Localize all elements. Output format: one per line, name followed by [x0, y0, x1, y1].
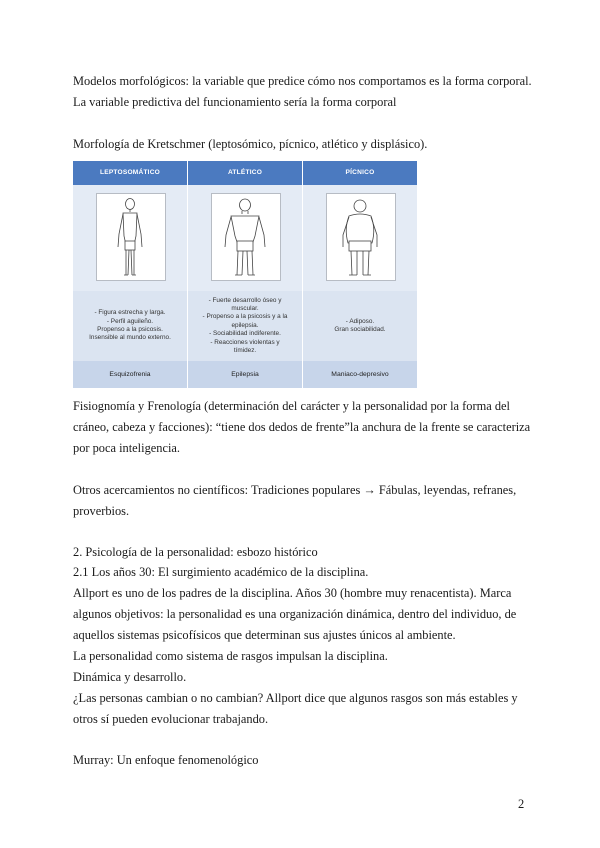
paragraph-trait-system: La personalidad como sistema de rasgos impulsan la disciplina.: [73, 649, 388, 663]
paragraph-non-scientific-line-1: Otros acercamientos no científicos: Tradiciones populares → Fábulas, leyendas, refranes,: [73, 483, 517, 497]
paragraph-non-scientific-line-2: proverbios.: [73, 504, 130, 518]
kretschmer-figure: [73, 161, 417, 388]
traits-text: - Figura estrecha y larga. - Perfil aguileño. Propenso a la psicosis. Insensible al mundo externo.: [89, 309, 171, 342]
page-number: 2: [518, 797, 525, 811]
figure-traits-leptosomatico: [73, 291, 187, 361]
figure-footer-leptosomatico: Esquizofrenia: [73, 361, 187, 388]
traits-text: - Adiposo. Gran sociabilidad.: [334, 317, 386, 333]
athletic-body-illustration: [225, 199, 265, 275]
figure-footer-picnico: Maniaco-depresivo: [303, 361, 417, 388]
paragraph-change-line-1: ¿Las personas cambian o no cambian? Allport dice que algunos rasgos son más estables y: [73, 691, 518, 705]
figure-footer-atletico: Epilepsia: [188, 361, 302, 388]
paragraph-murray: Murray: Un enfoque fenomenológico: [73, 753, 259, 767]
pyknic-body-illustration: [343, 200, 377, 275]
paragraph-fisiognomia-line-2: cráneo, cabeza y facciones): “tiene dos dedos de frente”la anchura de la frente se caracteriza: [73, 420, 531, 434]
paragraph-change-line-2: otros sí pueden evolucionar trabajando.: [73, 712, 269, 726]
paragraph-fisiognomia-line-1: Fisiognomía y Frenología (determinación del carácter y la personalidad por la forma del: [73, 399, 510, 413]
paragraph-allport-line-1: Allport es uno de los padres de la disciplina. Años 30 (hombre muy renacentista). Marca: [73, 586, 512, 600]
traits-text: - Fuerte desarrollo óseo y muscular. - Propenso a la psicosis y a la epilepsia. - Sociabilidad indiferente. - Reacciones violentas y tímidez.: [202, 296, 288, 355]
section-heading-2-1: 2.1 Los años 30: El surgimiento académico de la disciplina.: [73, 565, 369, 579]
figure-header-leptosomatico: LEPTOSOMÁTICO: [73, 161, 187, 185]
section-heading-2: 2. Psicología de la personalidad: esbozo histórico: [73, 545, 318, 559]
paragraph-morphological-models-line-1: Modelos morfológicos: la variable que predice cómo nos comportamos es la forma corporal.: [73, 74, 532, 88]
column-divider: [187, 185, 188, 388]
column-divider: [302, 185, 303, 388]
figure-header-atletico: ATLÉTICO: [188, 161, 302, 185]
paragraph-dynamics: Dinámica y desarrollo.: [73, 670, 187, 684]
leptosomatic-body-illustration: [118, 199, 142, 276]
paragraph-morphological-models-line-2: La variable predictiva del funcionamiento sería la forma corporal: [73, 95, 397, 109]
figure-traits-atletico: [188, 291, 302, 361]
figure-header-picnico: PÍCNICO: [303, 161, 417, 185]
figure-traits-picnico: [303, 291, 417, 361]
paragraph-kretschmer-morphology: Morfología de Kretschmer (leptosómico, pícnico, atlético y displásico).: [73, 137, 428, 151]
paragraph-allport-line-3: aquellos sistemas psicofísicos que determinan sus ajustes únicos al ambiente.: [73, 628, 456, 642]
paragraph-allport-line-2: algunos objetivos: la personalidad es una organización dinámica, dentro del individuo, de: [73, 607, 517, 621]
paragraph-fisiognomia-line-3: por poca inteligencia.: [73, 441, 180, 455]
